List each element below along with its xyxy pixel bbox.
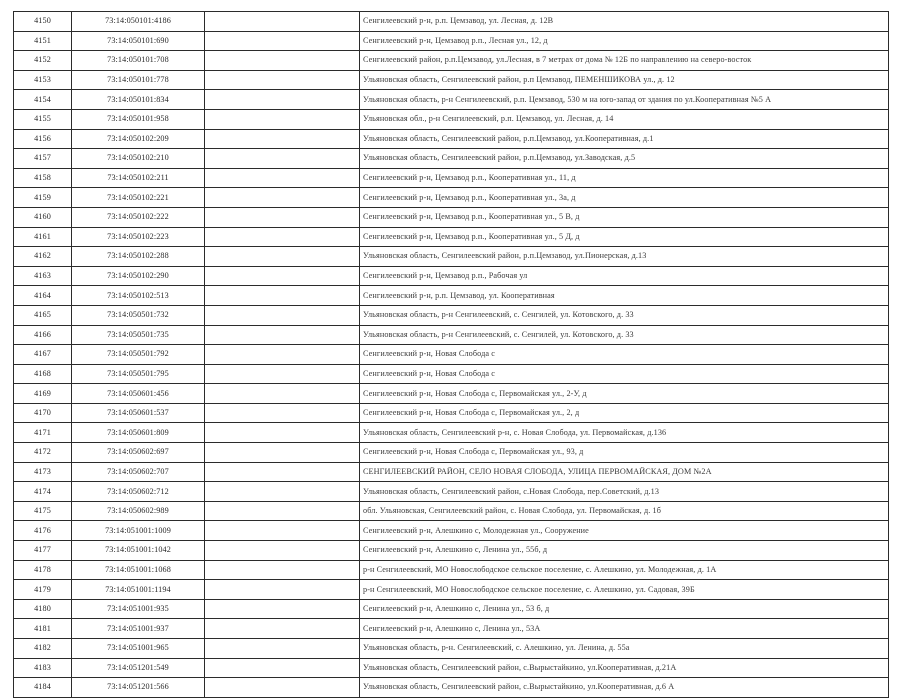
cadastral-number-cell: 73:14:051201:549 xyxy=(72,658,205,678)
table-row xyxy=(14,541,889,561)
row-number-cell: 4165 xyxy=(14,305,72,325)
address-cell: Ульяновская область, р-н Сенгилеевский, р.п. Цемзавод, 530 м на юго-запад от здания по ул.Кооперативная №5 А xyxy=(360,90,889,110)
empty-cell xyxy=(205,90,360,110)
table-row xyxy=(14,109,889,129)
cadastral-number-cell: 73:14:050102:513 xyxy=(72,286,205,306)
row-number-cell: 4154 xyxy=(14,90,72,110)
cadastral-number-cell: 73:14:050102:288 xyxy=(72,247,205,267)
table-row xyxy=(14,266,889,286)
empty-cell xyxy=(205,580,360,600)
table-row xyxy=(14,619,889,639)
table-row xyxy=(14,599,889,619)
row-number-cell: 4177 xyxy=(14,541,72,561)
cadastral-number-cell: 73:14:050101:4186 xyxy=(72,12,205,32)
empty-cell xyxy=(205,560,360,580)
address-cell: р-н Сенгилеевский, МО Новослободское сельское поселение, с. Алешкино, ул. Молодежная, д. 1А xyxy=(360,560,889,580)
row-number-cell: 4178 xyxy=(14,560,72,580)
row-number-cell: 4162 xyxy=(14,247,72,267)
cadastral-number-cell: 73:14:051001:1194 xyxy=(72,580,205,600)
address-cell: обл. Ульяновская, Сенгилеевский район, с. Новая Слобода, ул. Первомайская, д. 1б xyxy=(360,501,889,521)
registry-table xyxy=(13,11,889,698)
row-number-cell: 4168 xyxy=(14,364,72,384)
address-cell: Сенгилеевский р-н, Цемзавод р.п., Кооперативная ул., 5 В, д xyxy=(360,207,889,227)
cadastral-number-cell: 73:14:050602:989 xyxy=(72,501,205,521)
row-number-cell: 4160 xyxy=(14,207,72,227)
address-cell: Сенгилеевский р-н, р.п. Цемзавод, ул. Лесная, д. 12В xyxy=(360,12,889,32)
row-number-cell: 4163 xyxy=(14,266,72,286)
address-cell: Сенгилеевский р-н, Цемзавод р.п., Кооперативная ул., 5 Д, д xyxy=(360,227,889,247)
empty-cell xyxy=(205,423,360,443)
table-row xyxy=(14,168,889,188)
empty-cell xyxy=(205,149,360,169)
cadastral-number-cell: 73:14:050501:732 xyxy=(72,305,205,325)
row-number-cell: 4171 xyxy=(14,423,72,443)
empty-cell xyxy=(205,305,360,325)
cadastral-number-cell: 73:14:050501:795 xyxy=(72,364,205,384)
empty-cell xyxy=(205,12,360,32)
empty-cell xyxy=(205,31,360,51)
table-row xyxy=(14,658,889,678)
address-cell: Ульяновская область, Сенгилеевский район, р.п.Цемзавод, ул.Кооперативная, д.1 xyxy=(360,129,889,149)
address-cell: Сенгилеевский р-н, Новая Слобода с xyxy=(360,364,889,384)
table-row xyxy=(14,364,889,384)
empty-cell xyxy=(205,639,360,659)
empty-cell xyxy=(205,227,360,247)
row-number-cell: 4170 xyxy=(14,403,72,423)
table-row xyxy=(14,423,889,443)
table-row xyxy=(14,345,889,365)
empty-cell xyxy=(205,70,360,90)
cadastral-number-cell: 73:14:050501:792 xyxy=(72,345,205,365)
row-number-cell: 4161 xyxy=(14,227,72,247)
table-row xyxy=(14,51,889,71)
empty-cell xyxy=(205,188,360,208)
cadastral-number-cell: 73:14:050602:697 xyxy=(72,443,205,463)
address-cell: Сенгилеевский р-н, Цемзавод р.п., Рабочая ул xyxy=(360,266,889,286)
cadastral-number-cell: 73:14:050601:537 xyxy=(72,403,205,423)
address-cell: Сенгилеевский р-н, Алешкино с, Молодежная ул., Сооружение xyxy=(360,521,889,541)
address-cell: Ульяновская область, Сенгилеевский район, с.Новая Слобода, пер.Советский, д.13 xyxy=(360,482,889,502)
empty-cell xyxy=(205,384,360,404)
row-number-cell: 4152 xyxy=(14,51,72,71)
row-number-cell: 4182 xyxy=(14,639,72,659)
cadastral-number-cell: 73:14:050101:690 xyxy=(72,31,205,51)
row-number-cell: 4166 xyxy=(14,325,72,345)
empty-cell xyxy=(205,599,360,619)
row-number-cell: 4157 xyxy=(14,149,72,169)
cadastral-number-cell: 73:14:051001:935 xyxy=(72,599,205,619)
row-number-cell: 4169 xyxy=(14,384,72,404)
cadastral-number-cell: 73:14:050101:834 xyxy=(72,90,205,110)
address-cell: Сенгилеевский р-н, Цемзавод р.п., Лесная ул., 12, д xyxy=(360,31,889,51)
address-cell: Ульяновская область, Сенгилеевский район, р.п Цемзавод, ПЕМЕНШИКОВА ул., д. 12 xyxy=(360,70,889,90)
registry-sheet xyxy=(13,11,889,698)
cadastral-number-cell: 73:14:050101:958 xyxy=(72,109,205,129)
table-row xyxy=(14,580,889,600)
row-number-cell: 4176 xyxy=(14,521,72,541)
row-number-cell: 4156 xyxy=(14,129,72,149)
table-row xyxy=(14,501,889,521)
cadastral-number-cell: 73:14:050102:221 xyxy=(72,188,205,208)
empty-cell xyxy=(205,345,360,365)
empty-cell xyxy=(205,541,360,561)
address-cell: Сенгилеевский р-н, р.п. Цемзавод, ул. Кооперативная xyxy=(360,286,889,306)
table-row xyxy=(14,90,889,110)
row-number-cell: 4179 xyxy=(14,580,72,600)
address-cell: Сенгилеевский р-н, Новая Слобода с, Первомайская ул., 93, д xyxy=(360,443,889,463)
row-number-cell: 4155 xyxy=(14,109,72,129)
empty-cell xyxy=(205,266,360,286)
empty-cell xyxy=(205,482,360,502)
table-row xyxy=(14,325,889,345)
row-number-cell: 4175 xyxy=(14,501,72,521)
address-cell: Сенгилеевский р-н, Цемзавод р.п., Кооперативная ул., 11, д xyxy=(360,168,889,188)
address-cell: Ульяновская область, Сенгилеевский район, с.Вырыстайкино, ул.Кооперативная, д.21А xyxy=(360,658,889,678)
table-row xyxy=(14,443,889,463)
empty-cell xyxy=(205,247,360,267)
cadastral-number-cell: 73:14:050102:210 xyxy=(72,149,205,169)
cadastral-number-cell: 73:14:051001:965 xyxy=(72,639,205,659)
row-number-cell: 4153 xyxy=(14,70,72,90)
cadastral-number-cell: 73:14:050102:222 xyxy=(72,207,205,227)
table-row xyxy=(14,247,889,267)
cadastral-number-cell: 73:14:050601:809 xyxy=(72,423,205,443)
cadastral-number-cell: 73:14:050602:712 xyxy=(72,482,205,502)
empty-cell xyxy=(205,325,360,345)
table-row xyxy=(14,129,889,149)
empty-cell xyxy=(205,619,360,639)
address-cell: Сенгилеевский р-н, Алешкино с, Ленина ул., 53 б, д xyxy=(360,599,889,619)
empty-cell xyxy=(205,658,360,678)
empty-cell xyxy=(205,286,360,306)
empty-cell xyxy=(205,443,360,463)
empty-cell xyxy=(205,521,360,541)
row-number-cell: 4173 xyxy=(14,462,72,482)
empty-cell xyxy=(205,462,360,482)
table-row xyxy=(14,462,889,482)
address-cell: Ульяновская область, Сенгилеевский район, р.п.Цемзавод, ул.Пионерская, д.13 xyxy=(360,247,889,267)
registry-table-body xyxy=(14,12,889,698)
row-number-cell: 4181 xyxy=(14,619,72,639)
empty-cell xyxy=(205,207,360,227)
table-row xyxy=(14,31,889,51)
address-cell: Сенгилеевский р-н, Алешкино с, Ленина ул., 53А xyxy=(360,619,889,639)
row-number-cell: 4167 xyxy=(14,345,72,365)
table-row xyxy=(14,149,889,169)
empty-cell xyxy=(205,109,360,129)
cadastral-number-cell: 73:14:051001:1068 xyxy=(72,560,205,580)
cadastral-number-cell: 73:14:050102:223 xyxy=(72,227,205,247)
table-row xyxy=(14,482,889,502)
table-row xyxy=(14,227,889,247)
table-row xyxy=(14,560,889,580)
row-number-cell: 4172 xyxy=(14,443,72,463)
table-row xyxy=(14,207,889,227)
cadastral-number-cell: 73:14:050102:209 xyxy=(72,129,205,149)
address-cell: Ульяновская область, р-н. Сенгилеевский, с. Алешкино, ул. Ленина, д. 55а xyxy=(360,639,889,659)
empty-cell xyxy=(205,678,360,698)
table-row xyxy=(14,678,889,698)
empty-cell xyxy=(205,403,360,423)
cadastral-number-cell: 73:14:050102:290 xyxy=(72,266,205,286)
row-number-cell: 4183 xyxy=(14,658,72,678)
address-cell: Сенгилеевский р-н, Новая Слобода с, Первомайская ул., 2, д xyxy=(360,403,889,423)
cadastral-number-cell: 73:14:051201:566 xyxy=(72,678,205,698)
row-number-cell: 4150 xyxy=(14,12,72,32)
address-cell: Ульяновская область, р-н Сенгилеевский, с. Сенгилей, ул. Котовского, д. 33 xyxy=(360,325,889,345)
table-row xyxy=(14,286,889,306)
empty-cell xyxy=(205,51,360,71)
cadastral-number-cell: 73:14:051001:1009 xyxy=(72,521,205,541)
empty-cell xyxy=(205,501,360,521)
cadastral-number-cell: 73:14:050101:708 xyxy=(72,51,205,71)
empty-cell xyxy=(205,168,360,188)
row-number-cell: 4184 xyxy=(14,678,72,698)
table-row xyxy=(14,70,889,90)
address-cell: р-н Сенгилеевский, МО Новослободское сельское поселение, с. Алешкино, ул. Садовая, 39Б xyxy=(360,580,889,600)
address-cell: Ульяновская обл., р-н Сенгилеевский, р.п. Цемзавод, ул. Лесная, д. 14 xyxy=(360,109,889,129)
address-cell: Сенгилеевский р-н, Новая Слобода с xyxy=(360,345,889,365)
address-cell: Сенгилеевский р-н, Новая Слобода с, Первомайская ул., 2-У, д xyxy=(360,384,889,404)
cadastral-number-cell: 73:14:050102:211 xyxy=(72,168,205,188)
address-cell: СЕНГИЛЕЕВСКИЙ РАЙОН, СЕЛО НОВАЯ СЛОБОДА, УЛИЦА ПЕРВОМАЙСКАЯ, ДОМ №2А xyxy=(360,462,889,482)
row-number-cell: 4159 xyxy=(14,188,72,208)
table-row xyxy=(14,384,889,404)
row-number-cell: 4180 xyxy=(14,599,72,619)
empty-cell xyxy=(205,129,360,149)
address-cell: Ульяновская область, Сенгилеевский р-н, с. Новая Слобода, ул. Первомайская, д.136 xyxy=(360,423,889,443)
cadastral-number-cell: 73:14:050602:707 xyxy=(72,462,205,482)
table-row xyxy=(14,12,889,32)
table-row xyxy=(14,305,889,325)
address-cell: Ульяновская область, Сенгилеевский район, р.п.Цемзавод, ул.Заводская, д.5 xyxy=(360,149,889,169)
address-cell: Ульяновская область, Сенгилеевский район, с.Вырыстайкино, ул.Кооперативная, д.6 А xyxy=(360,678,889,698)
table-row xyxy=(14,639,889,659)
table-row xyxy=(14,403,889,423)
address-cell: Сенгилеевский р-н, Алешкино с, Ленина ул., 55б, д xyxy=(360,541,889,561)
empty-cell xyxy=(205,364,360,384)
cadastral-number-cell: 73:14:050601:456 xyxy=(72,384,205,404)
address-cell: Сенгилеевский район, р.п.Цемзавод, ул.Лесная, в 7 метрах от дома № 12Б по направлению на северо-восток xyxy=(360,51,889,71)
address-cell: Сенгилеевский р-н, Цемзавод р.п., Кооперативная ул., 3а, д xyxy=(360,188,889,208)
cadastral-number-cell: 73:14:051001:1042 xyxy=(72,541,205,561)
row-number-cell: 4164 xyxy=(14,286,72,306)
cadastral-number-cell: 73:14:050501:735 xyxy=(72,325,205,345)
row-number-cell: 4151 xyxy=(14,31,72,51)
table-row xyxy=(14,521,889,541)
cadastral-number-cell: 73:14:050101:778 xyxy=(72,70,205,90)
row-number-cell: 4158 xyxy=(14,168,72,188)
cadastral-number-cell: 73:14:051001:937 xyxy=(72,619,205,639)
row-number-cell: 4174 xyxy=(14,482,72,502)
address-cell: Ульяновская область, р-н Сенгилеевский, с. Сенгилей, ул. Котовского, д. 33 xyxy=(360,305,889,325)
table-row xyxy=(14,188,889,208)
